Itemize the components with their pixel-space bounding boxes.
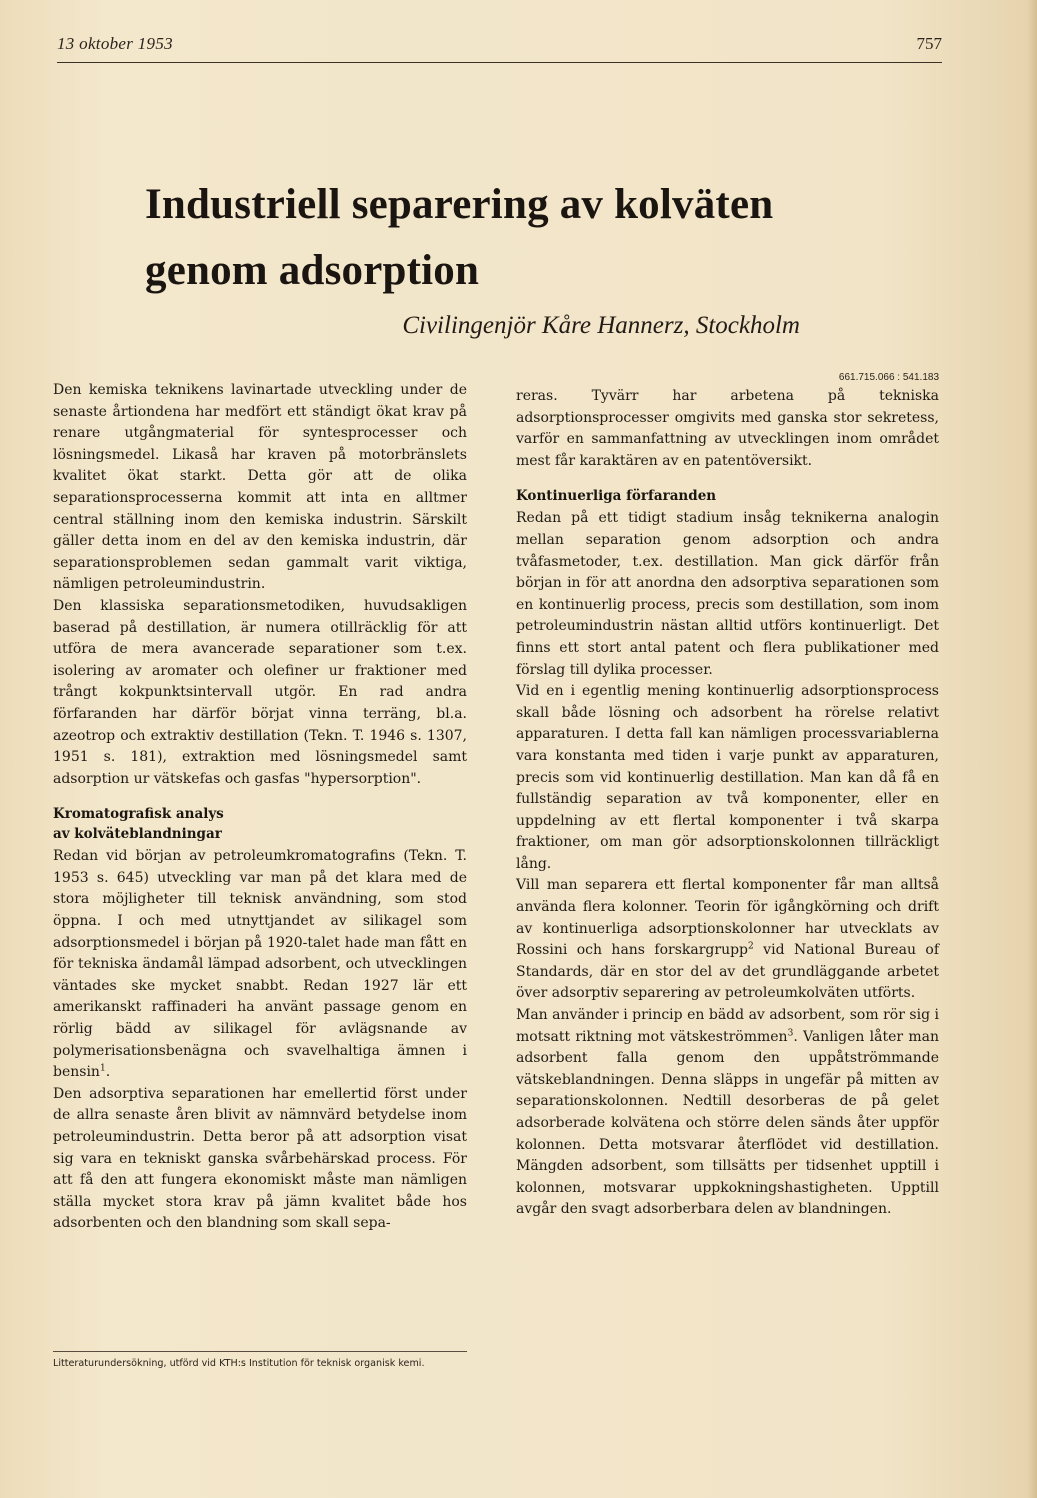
article-title: Industriell separering av kolväten genom adsorption bbox=[145, 181, 774, 294]
chromatography-paragraph-1 bbox=[53, 846, 467, 1084]
continuous-paragraph-4-text-a: Man använder i princip en bädd av adsorbent, som rör sig i motsatt riktning mot vätskeströmmen bbox=[516, 1007, 939, 1045]
page-number: 757 bbox=[916, 34, 942, 53]
continuous-paragraph-1: Redan på ett tidigt stadium insåg teknikerna analogin mellan separation genom adsorption och andra tvåfasmetoder, t.ex. destillation. Man gick därför från början in för att anordna den adsorptiva separationen som en kontinuerlig process, precis som destillation, som inom petroleumindustrin nästan alltid utförs kontinuerligt. Det finns ett stort antal patent och flera publikationer med förslag till dylika processer. bbox=[516, 510, 939, 678]
page-edge-shadow bbox=[1027, 0, 1037, 1498]
section-heading-line-1: Kromatografisk analys bbox=[53, 806, 224, 823]
section-heading-continuous: Kontinuerliga förfaranden bbox=[516, 488, 717, 505]
udc-classification: 661.715.066 : 541.183 bbox=[838, 372, 939, 383]
footnote-ref-1: 1 bbox=[99, 1063, 106, 1074]
intro-paragraph-2: Den klassiska separationsmetodiken, huvudsakligen baserad på destillation, är numera otillräcklig för att utföra de mera avancerade separationer som t.ex. isolering av aromater och olefiner ur fraktioner med trångt kokpunktsintervall utgör. En rad andra förfaranden har därför börjat vinna terräng, bl.a. azeotrop och extraktiv destillation (Tekn. T. 1946 s. 1307, 1951 s. 181), extraktion med lösningsmedel samt adsorption ur vätskefas och gasfas "hypersorption". bbox=[53, 597, 467, 787]
continuous-paragraph-2: Vid en i egentlig mening kontinuerlig adsorptionsprocess skall både lösning och adsorbent ha rörelse relativt apparaturen. I detta fall kan nämligen processvariablerna vara konstanta med tiden i varje punkt av apparaturen, precis som vid kontinuerlig destillation. Man kan då få en fullständig separation av två komponenter, eller en uppdelning av ett flertal komponenter i två skarpa fraktioner, om man gör adsorptionskolonnen tillräckligt lång. bbox=[516, 683, 939, 872]
footnote-ref-2: 2 bbox=[748, 941, 754, 952]
article-author: Civilingenjör Kåre Hannerz, Stockholm bbox=[402, 312, 800, 339]
continuous-paragraph-4-text-b: . Vanligen låter man adsorbent falla genom den uppåtströmmande vätskeblandningen. Denna släpps in ungefär på mitten av separationskolonnen. Nedtill desorberas de på gelet adsorberade kolvätena och större delen sänds åter uppför kolonnen. Detta motsvarar återflödet vid destillation. Mängden adsorbent, som tillsätts per tidsenhet upptill i kolonnen, motsvarar uppkokningshastigheten. Upptill avgår den svagt adsorberbara delen av blandningen. bbox=[516, 1028, 939, 1218]
footnote: Litteraturundersökning, utförd vid KTH:s Institution för teknisk organisk kemi. bbox=[53, 1351, 467, 1371]
section-heading-chromatography bbox=[53, 804, 467, 844]
section-heading-line-2: av kolväteblandningar bbox=[53, 826, 222, 843]
continuous-paragraph-4 bbox=[516, 1005, 939, 1221]
continuous-paragraph-3-text-a: Vill man separera ett flertal komponenter får man alltså använda flera kolonner. Teorin för igångkörning och drift av kontinuerliga adsorptionskolonner har utvecklats av Rossini och hans forskargrupp bbox=[516, 877, 939, 959]
continuous-paragraph-3 bbox=[516, 875, 939, 1005]
issue-date: 13 oktober 1953 bbox=[57, 34, 173, 53]
right-column bbox=[516, 372, 939, 1221]
continuous-paragraph-3-text-b: vid National Bureau of Standards, där en stor del av det grundläggande arbetet över adsorptiv separering av petroleumkolväten utförts. bbox=[516, 942, 940, 1002]
continued-paragraph: reras. Tyvärr har arbetena på tekniska adsorptionsprocesser omgivits med ganska stor sekretess, varför en sammanfattning av utvecklingen inom området mest får karaktären av en patentöversikt. bbox=[516, 388, 939, 469]
chromatography-paragraph-1-text: Redan vid början av petroleumkromatografins (Tekn. T. 1953 s. 645) utveckling var man på det klara med de stora möjligheter till teknisk användning, som stod öppna. I och med utnyttjandet av silikagel som adsorptionsmedel i början på 1920-talet hade man fått en för tekniska ändamål lämpad adsorbent, och utvecklingen väntades ske mycket snabbt. Redan 1927 lär ett amerikanskt raffinaderi ha använt passage genom en rörlig bädd av silikagel för avlägsnande av polymerisationsbenägna och svavelhaltiga ämnen i bensin bbox=[53, 848, 467, 1081]
footnote-ref-3: 3 bbox=[787, 1027, 794, 1038]
running-header bbox=[57, 34, 942, 63]
left-column bbox=[53, 380, 467, 1235]
chromatography-paragraph-1-end: . bbox=[105, 1064, 111, 1081]
intro-paragraph-1: Den kemiska teknikens lavinartade utveckling under de senaste årtiondena har medfört ett ständigt ökat krav på renare utgångmaterial för syntesprocesser och lösningsmedel. Likaså har kraven på motorbränslets kvalitet ökat starkt. Detta gör att de olika separationsprocesserna kommit att inta en alltmer central ställning inom den kemiska industrin. Särskilt gäller detta inom en del av den kemiska industrin, där separationsproblemen sedan gammalt varit viktiga, nämligen petroleumindustrin. bbox=[53, 382, 467, 593]
chromatography-paragraph-2: Den adsorptiva separationen har emellertid först under de allra senaste åren blivit av nämnvärd betydelse inom petroleumindustrin. Detta beror på att adsorption visat sig vara en tekniskt ganska svårbehärskad process. För att få den att fungera ekonomiskt måste man nämligen ställa mycket stora krav på jämn kvalitet både hos adsorbenten och den blandning som skall sepa- bbox=[53, 1085, 467, 1232]
